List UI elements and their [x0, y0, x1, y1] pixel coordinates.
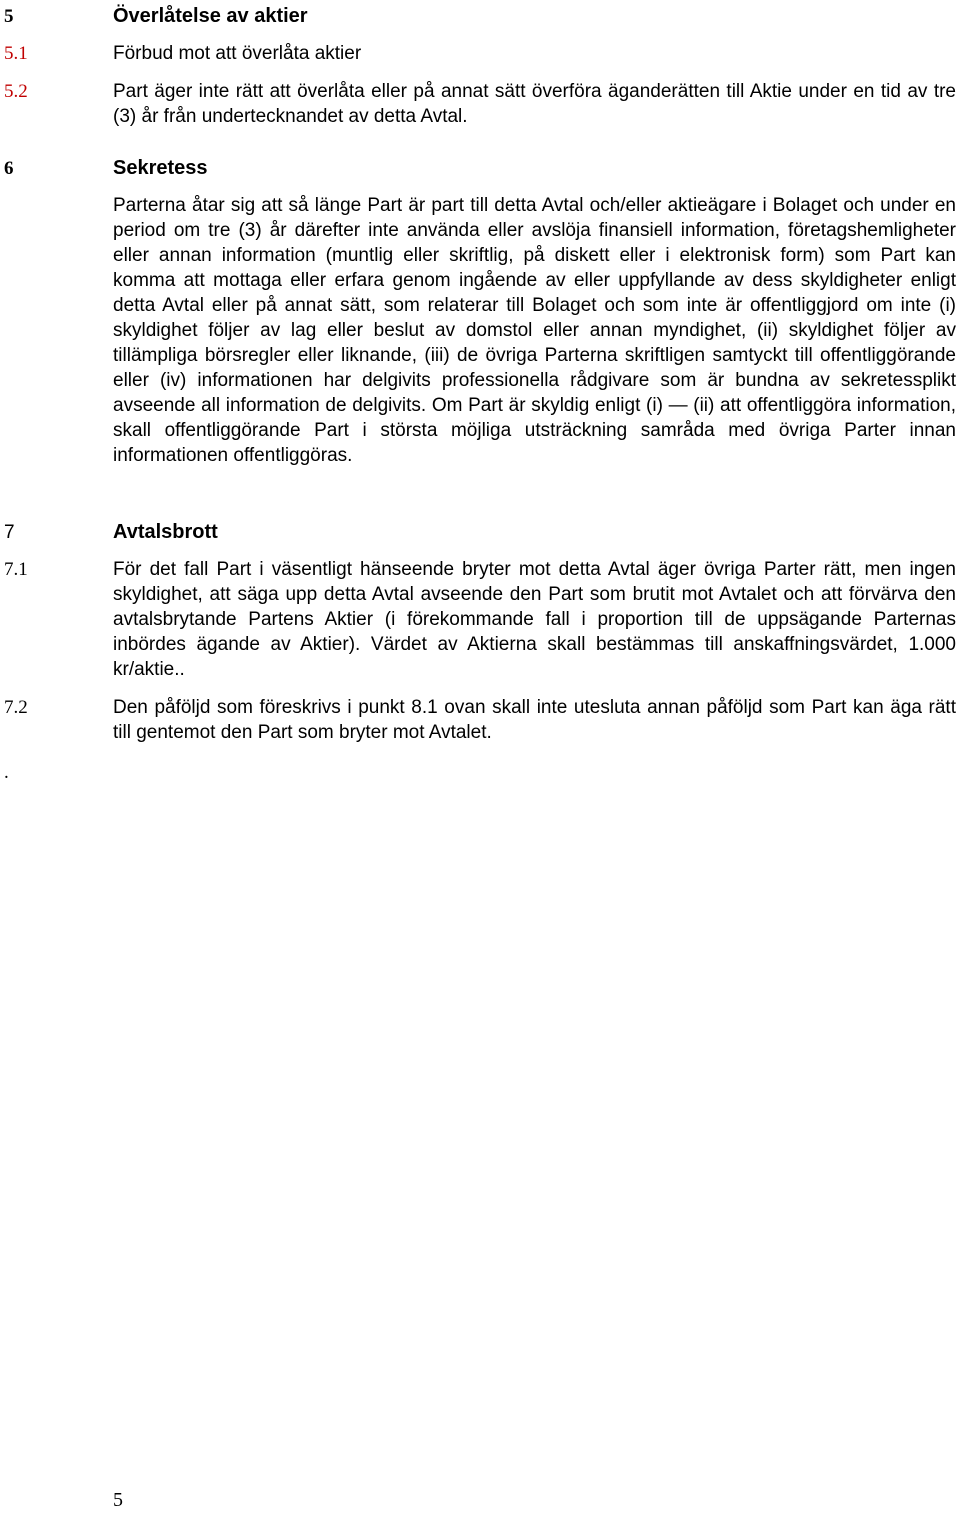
section-5-number: 5	[4, 6, 14, 27]
section-7-2-text: Den påföljd som föreskrivs i punkt 8.1 ovan skall inte utesluta annan påföljd som Part kan äga rätt till gentemot den Part som bryter mot Avtalet.	[113, 697, 956, 743]
section-5-1-title: Förbud mot att överlåta aktier	[113, 43, 362, 64]
section-7-1-text: För det fall Part i väsentligt hänseende bryter mot detta Avtal äger övriga Parter rätt, men ingen skyldighet, att säga upp detta Avtal avseende den Part som brutit mot Avtalet och att förvärva den avtalsbrytande Partens Aktier (i förekommande fall i proportion till de uppsägande Parternas inbördes ägande av Aktier). Värdet av Aktierna skall bestämmas till anskaffningsvärdet, 1.000 kr/aktie..	[113, 559, 956, 680]
page-number: 5	[113, 1489, 123, 1511]
section-7-heading: Avtalsbrott	[113, 521, 218, 543]
section-5-2-text: Part äger inte rätt att överlåta eller på annat sätt överföra äganderätten till Aktie under en tid av tre (3) år från undertecknandet av detta Avtal.	[113, 81, 956, 127]
section-7-number: 7	[4, 522, 15, 543]
section-7-2-number: 7.2	[4, 697, 28, 718]
section-5-heading: Överlåtelse av aktier	[113, 5, 308, 27]
section-6-heading: Sekretess	[113, 157, 208, 179]
trailing-dot: .	[4, 762, 9, 783]
section-6-text: Parterna åtar sig att så länge Part är part till detta Avtal och/eller aktieägare i Bolaget och under en period om tre (3) år därefter inte använda eller avslöja finansiell information, företagshemligheter eller annan information (muntlig eller skriftlig, på diskett eller i elektronisk form) som Part kan komma att mottaga eller erfara genom ingående av eller uppfyllande av dess skyldigheter enligt detta Avtal eller på annat sätt, som relaterar till Bolaget och som inte är offentliggjord om inte (i) skyldighet följer av lag eller beslut av domstol eller annan myndighet, (ii) skyldighet följer av tillämpliga börsregler eller liknande, (iii) de övriga Parterna skriftligen samtyckt till offentliggörande eller (iv) informationen har delgivits professionella rådgivare som är bundna av sekretessplikt avseende all information de delgivits. Om Part är skyldig enligt (i) — (ii) att offentliggöra information, skall offentliggörande Part i största möjliga utsträckning samråda med övriga Parter innan informationen offentliggöras.	[113, 195, 956, 466]
section-7-1-number: 7.1	[4, 559, 28, 580]
section-6-number: 6	[4, 158, 14, 179]
section-5-2-number: 5.2	[4, 81, 28, 102]
section-5-1-number: 5.1	[4, 43, 28, 64]
